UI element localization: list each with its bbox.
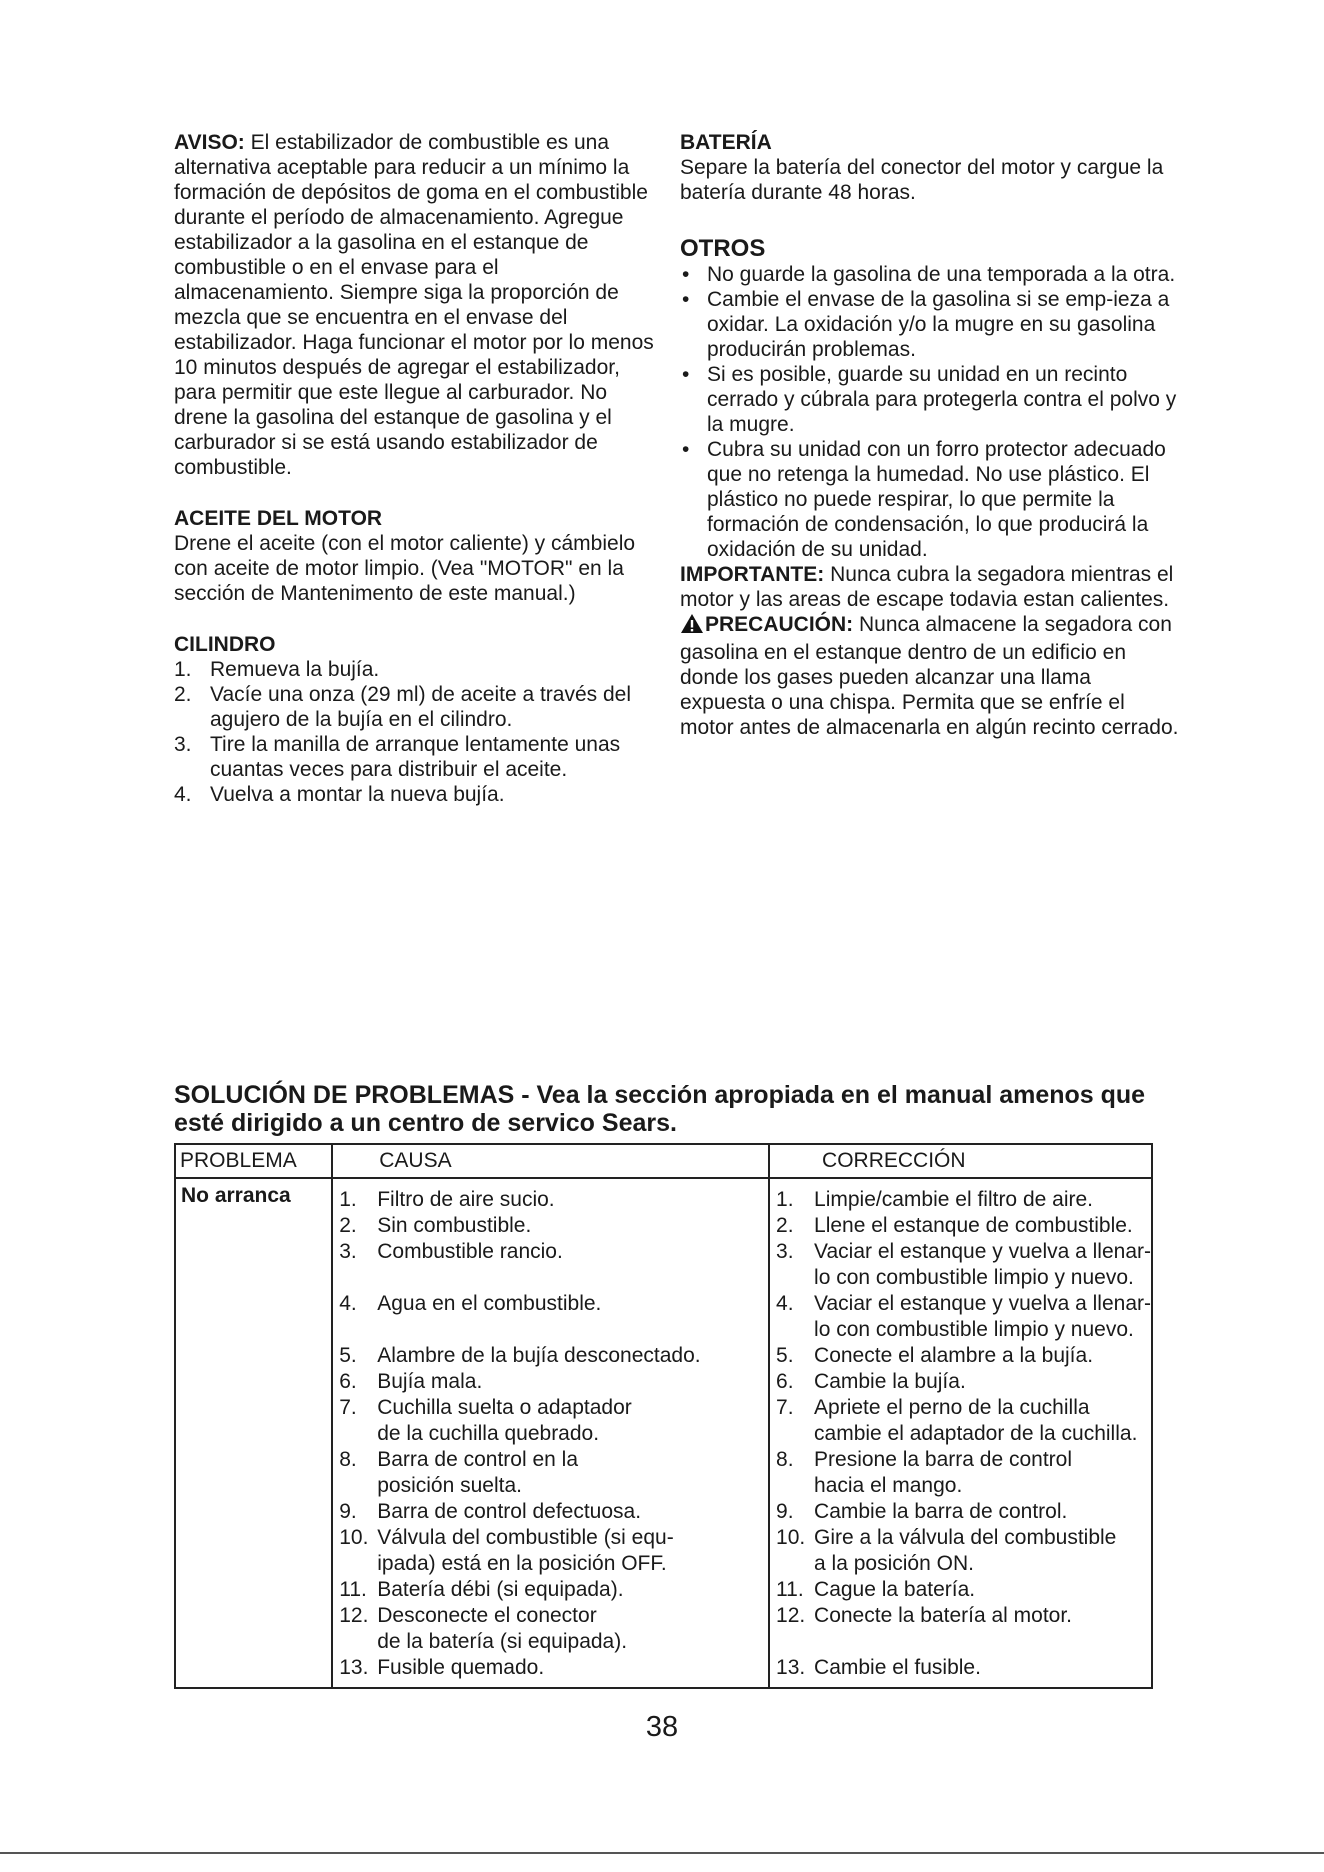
correction-item: 7. Apriete el perno de la cuchilla (776, 1396, 1090, 1419)
cause-item: de la batería (si equipada). (377, 1630, 628, 1653)
list-item: • Cubra su unidad con un forro protector adecuado que no retenga la humedad. No use plástico. El plástico no puede respirar, lo que permite la formación de condensación, lo que producirá la oxidación de su unidad. (682, 438, 1166, 561)
cause-item: 8. Barra de control en la (339, 1448, 579, 1471)
table-row (175, 1178, 1152, 1688)
cause-item: 11. Batería débi (si equipada). (339, 1578, 624, 1601)
correction-item: 13. Cambie el fusible. (776, 1656, 981, 1679)
correction-item: 4. Vaciar el estanque y vuelva a llenar- (776, 1292, 1151, 1315)
list-item: • Cambie el envase de la gasolina si se emp-ieza a oxidar. La oxidación y/o la mugre en su gasolina producirán problemas. (682, 288, 1170, 361)
troubleshooting-table (174, 1143, 1153, 1689)
table-header-row (175, 1144, 1152, 1178)
list-item: 2. Vacíe una onza (29 ml) de aceite a través del agujero de la bujía en el cilindro. (174, 683, 632, 731)
correction-item: lo con combustible limpio y nuevo. (814, 1266, 1134, 1289)
problem-cell: No arranca (175, 1178, 332, 1688)
correction-item: lo con combustible limpio y nuevo. (814, 1318, 1134, 1341)
cilindro-heading: CILINDRO (174, 633, 276, 656)
right-column (680, 130, 1180, 740)
correction-item: 6. Cambie la bujía. (776, 1370, 966, 1393)
cause-item: 1. Filtro de aire sucio. (339, 1188, 555, 1211)
correction-item (776, 1629, 1151, 1655)
correction-item: 2. Llene el estanque de combustible. (776, 1214, 1133, 1237)
importante-paragraph (680, 562, 1180, 612)
correction-item: hacia el mango. (814, 1474, 963, 1497)
cause-item: ipada) está en la posición OFF. (377, 1552, 667, 1575)
cause-item: de la cuchilla quebrado. (377, 1422, 600, 1445)
column-header-problema: PROBLEMA (175, 1144, 332, 1178)
list-item: 3. Tire la manilla de arranque lentamente unas cuantas veces para distribuir el aceite. (174, 733, 621, 781)
correction-item: 3. Vaciar el estanque y vuelva a llenar- (776, 1240, 1151, 1263)
aceite-text: Drene el aceite (con el motor caliente) y cámbielo con aceite de motor limpio. (Vea "MOTOR" en la sección de Mantenimento de este manual.) (174, 532, 636, 605)
cause-item (339, 1265, 768, 1291)
aviso-text: El estabilizador de combustible es una alternativa aceptable para reducir a un mínimo la formación de depósitos de goma en el combustible durante el período de almacenamiento. Agregue estabilizador a la gasolina en el estanque de combustible o en el envase para el almacenamiento. Siempre siga la proporción de mezcla que se encuentra en el envase del estabilizador. Haga funcionar el motor por lo menos 10 minutos después de agregar el estabilizador, para permitir que este llegue al carburador. No drene la gasolina del estanque de gasolina y el carburador si se está usando estabilizador de combustible. (174, 131, 654, 479)
list-item: • No guarde la gasolina de una temporada a la otra. (682, 263, 1176, 286)
precaucion-text: Nunca almacene la segadora con gasolina en el estanque dentro de un edificio en donde los gases pueden alcanzar una llama expuesta o una chispa. Permita que se enfríe el motor antes de almacenarla en algún recinto cerrado. (680, 613, 1179, 739)
correction-item: a la posición ON. (814, 1552, 974, 1575)
correction-item: 1. Limpie/cambie el filtro de aire. (776, 1188, 1093, 1211)
precaucion-paragraph (680, 612, 1180, 740)
column-header-causa: CAUSA (332, 1144, 769, 1178)
correction-item: 9. Cambie la barra de control. (776, 1500, 1068, 1523)
bateria-text: Separe la batería del conector del motor y cargue la batería durante 48 horas. (680, 156, 1164, 204)
bateria-heading: BATERÍA (680, 131, 772, 154)
cause-item: 12. Desconecte el conector (339, 1604, 597, 1627)
cause-item: 2. Sin combustible. (339, 1214, 532, 1237)
list-item: 1. Remueva la bujía. (174, 658, 380, 681)
correction-item: 8. Presione la barra de control (776, 1448, 1073, 1471)
page-number: 38 (645, 1711, 679, 1743)
aviso-paragraph (174, 130, 656, 480)
list-item: • Si es posible, guarde su unidad en un recinto cerrado y cúbrala para protegerla contra el polvo y la mugre. (682, 363, 1177, 436)
cause-item: 13. Fusible quemado. (339, 1656, 545, 1679)
cause-item (339, 1317, 768, 1343)
importante-text: Nunca cubra la segadora mientras el motor y las areas de escape todavia estan calientes. (680, 563, 1174, 611)
aceite-heading: ACEITE DEL MOTOR (174, 507, 383, 530)
correction-item: 12. Conecte la batería al motor. (776, 1604, 1073, 1627)
troubleshooting-title: SOLUCIÓN DE PROBLEMAS - Vea la sección apropiada en el manual amenos que esté dirigido a un centro de servico Sears. (174, 1081, 1146, 1137)
importante-label: IMPORTANTE: (680, 563, 825, 586)
cause-item: 7. Cuchilla suelta o adaptador (339, 1396, 632, 1419)
precaucion-label: PRECAUCIÓN: (705, 613, 854, 636)
aviso-label: AVISO: (174, 131, 245, 154)
cause-list (332, 1178, 769, 1688)
cause-item: 5. Alambre de la bujía desconectado. (339, 1344, 701, 1367)
bottom-rule (0, 1852, 1324, 1854)
cause-item: posición suelta. (377, 1474, 522, 1497)
warning-triangle-icon (680, 613, 704, 640)
correction-item: cambie el adaptador de la cuchilla. (814, 1422, 1138, 1445)
column-header-correccion: CORRECCIÓN (769, 1144, 1152, 1178)
cause-item: 4. Agua en el combustible. (339, 1292, 602, 1315)
otros-heading: OTROS (680, 235, 766, 262)
correction-item: 11. Cague la batería. (776, 1578, 976, 1601)
correction-item: 5. Conecte el alambre a la bujía. (776, 1344, 1094, 1367)
list-item: 4. Vuelva a montar la nueva bujía. (174, 783, 505, 806)
cause-item: 10. Válvula del combustible (si equ- (339, 1526, 674, 1549)
left-column (174, 130, 656, 807)
correction-item: 10. Gire a la válvula del combustible (776, 1526, 1117, 1549)
cause-item: 6. Bujía mala. (339, 1370, 483, 1393)
cilindro-list (174, 657, 656, 807)
cause-item: 3. Combustible rancio. (339, 1240, 563, 1263)
cause-item: 9. Barra de control defectuosa. (339, 1500, 642, 1523)
correction-list (769, 1178, 1152, 1688)
otros-list (680, 262, 1180, 562)
